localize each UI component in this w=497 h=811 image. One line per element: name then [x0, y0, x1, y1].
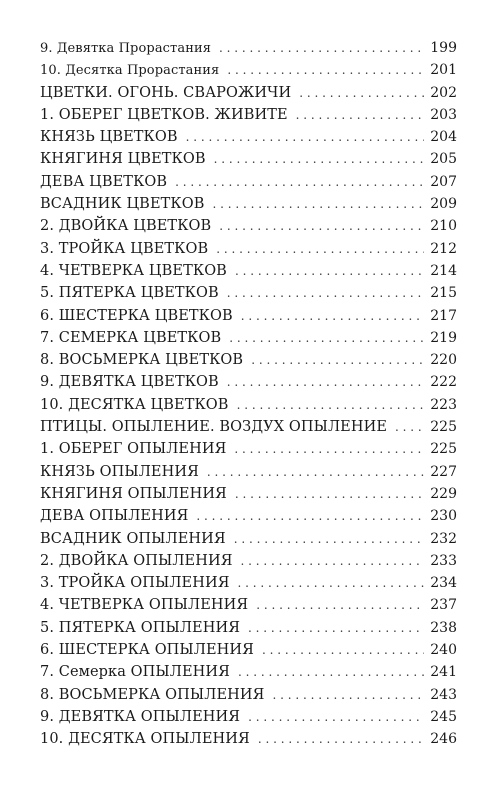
toc-entry-page-number: 225 — [430, 419, 457, 436]
toc-entry-page-number: 209 — [430, 196, 457, 213]
toc-entry-page-number: 230 — [430, 508, 457, 525]
toc-dot-leader — [227, 375, 424, 389]
toc-entry-title: КНЯЗЬ ОПЫЛЕНИЯ — [40, 463, 199, 480]
toc-entry-page-number: 207 — [430, 173, 457, 190]
toc-entry-title: 3. ТРОЙКА ОПЫЛЕНИЯ — [40, 575, 230, 592]
toc-entry-page-number: 238 — [430, 619, 457, 636]
toc-entry[interactable] — [40, 731, 457, 753]
toc-dot-leader — [248, 621, 424, 635]
toc-dot-leader — [175, 175, 424, 189]
toc-dot-leader — [296, 108, 425, 122]
toc-dot-leader — [238, 665, 424, 679]
toc-dot-leader — [251, 353, 424, 367]
toc-dot-leader — [219, 219, 424, 233]
toc-entry-title: КНЯЗЬ ЦВЕТКОВ — [40, 129, 178, 146]
toc-entry[interactable] — [40, 241, 457, 263]
toc-dot-leader — [212, 197, 424, 211]
toc-dot-leader — [258, 732, 424, 746]
toc-entry-page-number: 227 — [430, 463, 457, 480]
toc-entry-page-number: 240 — [430, 642, 457, 659]
toc-entry-title: 10. Десятка Прорастания — [40, 63, 220, 79]
table-of-contents — [40, 40, 457, 754]
toc-entry[interactable] — [40, 352, 457, 374]
toc-entry-title: 10. ДЕСЯТКА ОПЫЛЕНИЯ — [40, 731, 250, 748]
toc-entry[interactable] — [40, 575, 457, 597]
toc-dot-leader — [207, 465, 424, 479]
toc-entry-title: 10. ДЕСЯТКА ЦВЕТКОВ — [40, 396, 229, 413]
toc-entry-title: 4. ЧЕТВЕРКА ЦВЕТКОВ — [40, 262, 227, 279]
toc-dot-leader — [241, 554, 425, 568]
toc-entry[interactable] — [40, 553, 457, 575]
toc-entry-title: 5. ПЯТЕРКА ЦВЕТКОВ — [40, 285, 219, 302]
toc-dot-leader — [238, 576, 425, 590]
toc-entry-page-number: 232 — [430, 530, 457, 547]
toc-entry[interactable] — [40, 308, 457, 330]
toc-dot-leader — [235, 264, 424, 278]
toc-entry-page-number: 202 — [430, 84, 457, 101]
toc-entry-title: КНЯГИНЯ ЦВЕТКОВ — [40, 151, 206, 168]
toc-entry-page-number: 205 — [430, 151, 457, 168]
toc-entry[interactable] — [40, 62, 457, 84]
toc-entry-page-number: 212 — [430, 240, 457, 257]
toc-entry-page-number: 214 — [430, 262, 457, 279]
toc-dot-leader — [234, 442, 424, 456]
toc-dot-leader — [214, 152, 425, 166]
toc-entry-page-number: 220 — [430, 352, 457, 369]
toc-entry-title: 7. СЕМЕРКА ЦВЕТКОВ — [40, 329, 222, 346]
toc-entry[interactable] — [40, 151, 457, 173]
toc-entry[interactable] — [40, 531, 457, 553]
toc-entry-page-number: 201 — [430, 62, 457, 79]
toc-dot-leader — [227, 63, 424, 77]
toc-entry-page-number: 199 — [430, 40, 457, 56]
toc-entry-page-number: 237 — [430, 597, 457, 614]
toc-dot-leader — [237, 398, 425, 412]
toc-list — [40, 40, 457, 754]
toc-dot-leader — [229, 331, 424, 345]
toc-entry[interactable] — [40, 40, 457, 62]
toc-entry-page-number: 210 — [430, 218, 457, 235]
toc-entry-title: 8. ВОСЬМЕРКА ОПЫЛЕНИЯ — [40, 686, 265, 703]
toc-entry[interactable] — [40, 374, 457, 396]
toc-entry-title: 1. ОБЕРЕГ ОПЫЛЕНИЯ — [40, 441, 227, 458]
toc-entry[interactable] — [40, 397, 457, 419]
toc-entry-title: 6. ШЕСТЕРКА ОПЫЛЕНИЯ — [40, 642, 254, 659]
toc-entry[interactable] — [40, 85, 457, 107]
toc-entry[interactable] — [40, 218, 457, 240]
toc-entry-title: ДЕВА ЦВЕТКОВ — [40, 173, 168, 190]
toc-entry[interactable] — [40, 709, 457, 731]
toc-dot-leader — [395, 420, 424, 434]
toc-entry-page-number: 245 — [430, 708, 457, 725]
toc-entry-page-number: 246 — [430, 731, 457, 748]
toc-entry-title: 2. ДВОЙКА ЦВЕТКОВ — [40, 218, 212, 235]
toc-dot-leader — [262, 643, 424, 657]
toc-entry-title: 9. ДЕВЯТКА ОПЫЛЕНИЯ — [40, 708, 241, 725]
toc-entry-page-number: 234 — [430, 575, 457, 592]
toc-dot-leader — [299, 86, 424, 100]
toc-entry-page-number: 233 — [430, 552, 457, 569]
toc-entry[interactable] — [40, 285, 457, 307]
toc-entry-title: 9. ДЕВЯТКА ЦВЕТКОВ — [40, 374, 219, 391]
toc-dot-leader — [196, 509, 424, 523]
toc-dot-leader — [219, 41, 424, 55]
toc-entry-page-number: 225 — [430, 441, 457, 458]
toc-dot-leader — [272, 688, 424, 702]
toc-entry-page-number: 243 — [430, 686, 457, 703]
toc-entry-page-number: 219 — [430, 329, 457, 346]
toc-entry-title: ПТИЦЫ. ОПЫЛЕНИЕ. ВОЗДУХ ОПЫЛЕНИЕ — [40, 419, 388, 436]
toc-entry[interactable] — [40, 196, 457, 218]
toc-entry-title: 5. ПЯТЕРКА ОПЫЛЕНИЯ — [40, 619, 241, 636]
toc-entry-title: ЦВЕТКИ. ОГОНЬ. СВАРОЖИЧИ — [40, 84, 292, 101]
toc-entry[interactable] — [40, 664, 457, 686]
toc-dot-leader — [248, 710, 424, 724]
toc-entry-title: 9. Девятка Прорастания — [40, 41, 212, 56]
toc-entry-title: ВСАДНИК ОПЫЛЕНИЯ — [40, 530, 226, 547]
toc-entry-title: ВСАДНИК ЦВЕТКОВ — [40, 196, 205, 213]
toc-entry[interactable] — [40, 129, 457, 151]
toc-dot-leader — [256, 598, 424, 612]
toc-entry[interactable] — [40, 107, 457, 129]
toc-entry-page-number: 217 — [430, 307, 457, 324]
toc-dot-leader — [241, 309, 425, 323]
toc-entry[interactable] — [40, 330, 457, 352]
toc-entry-title: 7. Семерка ОПЫЛЕНИЯ — [40, 664, 230, 681]
toc-entry[interactable] — [40, 620, 457, 642]
toc-entry[interactable] — [40, 464, 457, 486]
toc-entry-title: КНЯГИНЯ ОПЫЛЕНИЯ — [40, 485, 227, 502]
toc-entry[interactable] — [40, 263, 457, 285]
toc-entry-page-number: 241 — [430, 664, 457, 681]
toc-entry-title: 1. ОБЕРЕГ ЦВЕТКОВ. ЖИВИТЕ — [40, 106, 288, 123]
toc-entry-title: ДЕВА ОПЫЛЕНИЯ — [40, 508, 189, 525]
toc-entry[interactable] — [40, 441, 457, 463]
toc-entry[interactable] — [40, 486, 457, 508]
toc-entry[interactable] — [40, 597, 457, 619]
toc-entry-page-number: 223 — [430, 396, 457, 413]
toc-entry-title: 3. ТРОЙКА ЦВЕТКОВ — [40, 240, 209, 257]
toc-entry[interactable] — [40, 642, 457, 664]
toc-dot-leader — [227, 286, 425, 300]
toc-dot-leader — [216, 242, 424, 256]
toc-entry-title: 8. ВОСЬМЕРКА ЦВЕТКОВ — [40, 352, 244, 369]
toc-entry[interactable] — [40, 174, 457, 196]
toc-entry-page-number: 204 — [430, 129, 457, 146]
toc-entry[interactable] — [40, 419, 457, 441]
toc-entry-page-number: 229 — [430, 485, 457, 502]
toc-entry-page-number: 203 — [430, 106, 457, 123]
toc-entry-page-number: 215 — [430, 285, 457, 302]
toc-dot-leader — [234, 532, 425, 546]
toc-dot-leader — [186, 130, 425, 144]
toc-entry-title: 6. ШЕСТЕРКА ЦВЕТКОВ — [40, 307, 233, 324]
toc-entry-page-number: 222 — [430, 374, 457, 391]
toc-entry[interactable] — [40, 508, 457, 530]
toc-entry[interactable] — [40, 687, 457, 709]
toc-entry-title: 4. ЧЕТВЕРКА ОПЫЛЕНИЯ — [40, 597, 249, 614]
toc-dot-leader — [235, 487, 424, 501]
toc-entry-title: 2. ДВОЙКА ОПЫЛЕНИЯ — [40, 552, 233, 569]
